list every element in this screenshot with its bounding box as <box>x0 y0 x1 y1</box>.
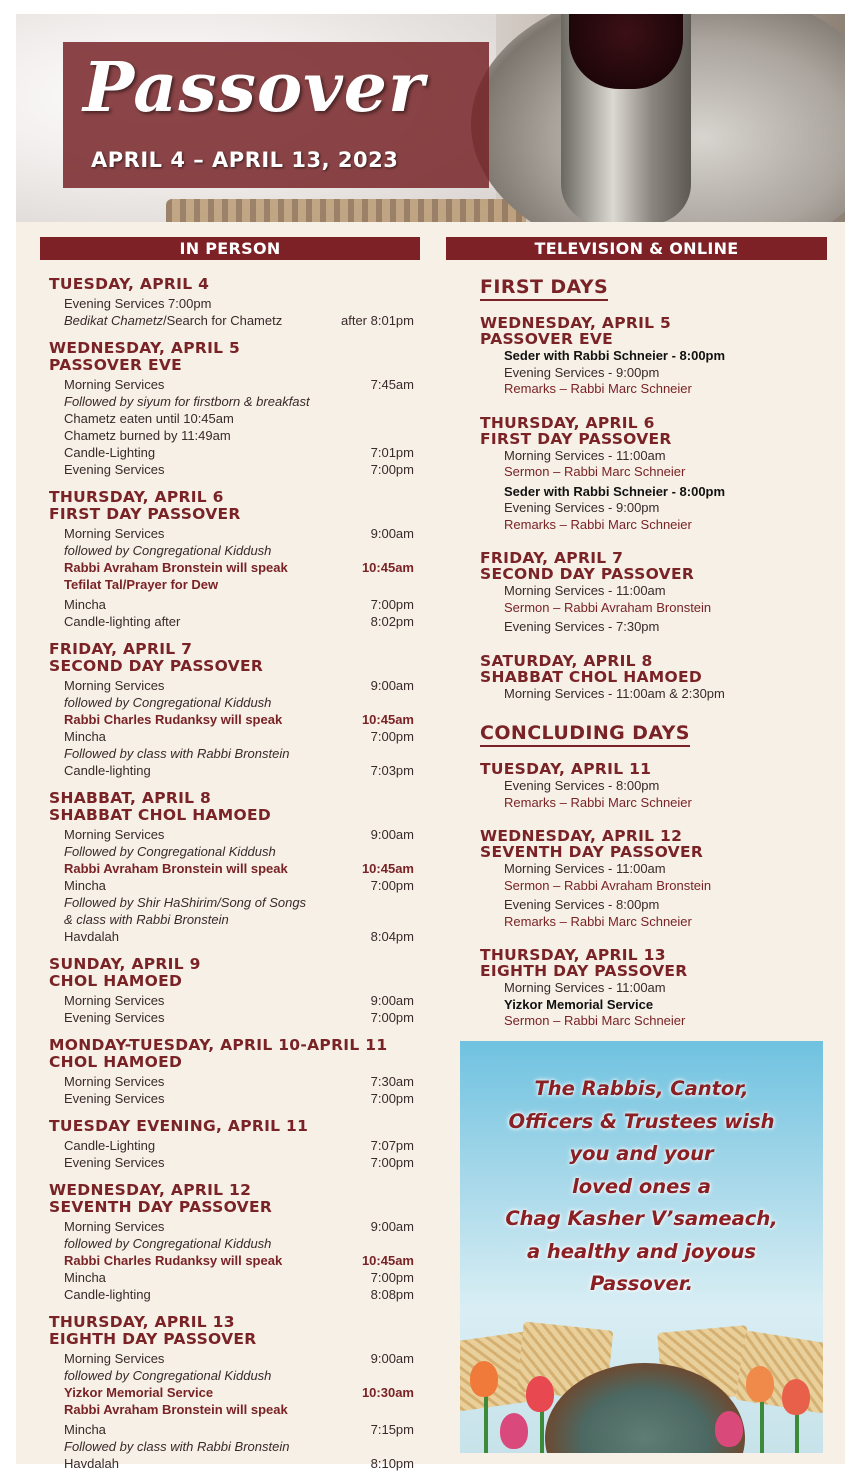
schedule-item <box>49 826 414 843</box>
schedule-item <box>49 542 414 559</box>
item-label: Candle-lighting <box>64 1287 151 1302</box>
broadcast-item: Remarks – Rabbi Marc Schneier <box>504 794 692 810</box>
broadcast-item: Sermon – Rabbi Marc Schneier <box>504 464 686 479</box>
schedule-item <box>49 410 414 427</box>
schedule-item <box>49 894 414 911</box>
item-label: Evening Services <box>64 1155 165 1170</box>
day-title: THURSDAY, APRIL 13 <box>49 1313 235 1331</box>
day-subtitle: SECOND DAY PASSOVER <box>480 565 695 583</box>
item-label: Candle-Lighting <box>64 1138 156 1153</box>
schedule-item <box>49 613 414 630</box>
first-days-list <box>480 315 810 702</box>
schedule-item <box>49 1401 414 1418</box>
greeting-card <box>460 1041 823 1453</box>
item-time: 7:30am <box>370 1074 414 1089</box>
item-label: followed by Congregational Kiddush <box>64 1368 272 1383</box>
schedule-item <box>49 1009 414 1026</box>
day-subtitle: EIGHTH DAY PASSOVER <box>49 1330 257 1348</box>
day-block <box>49 1118 414 1171</box>
day-block <box>49 276 414 329</box>
item-label: & class with Rabbi Bronstein <box>64 912 229 927</box>
item-time: 7:00pm <box>370 1091 414 1106</box>
item-time: 7:00pm <box>370 878 414 893</box>
item-time: 7:00pm <box>370 462 414 477</box>
item-label: Bedikat Chametz/Search for Chametz <box>64 313 283 328</box>
item-label: Followed by Congregational Kiddush <box>64 844 276 859</box>
item-label: Followed by class with Rabbi Bronstein <box>64 1439 290 1454</box>
item-time: 10:45am <box>361 560 414 575</box>
day-subtitle: SEVENTH DAY PASSOVER <box>49 1198 273 1216</box>
item-time: 8:02pm <box>370 614 414 629</box>
day-title: WEDNESDAY, APRIL 12 <box>480 827 683 845</box>
day-title: WEDNESDAY, APRIL 5 <box>480 314 672 332</box>
item-time: 8:08pm <box>370 1287 414 1302</box>
day-title: SUNDAY, APRIL 9 <box>49 955 201 973</box>
item-label: Rabbi Avraham Bronstein will speak <box>64 1402 288 1417</box>
item-time: 9:00am <box>370 1219 414 1234</box>
day-items <box>480 778 810 811</box>
day-subtitle: FIRST DAY PASSOVER <box>49 505 241 523</box>
day-items <box>480 861 810 930</box>
item-time: 9:00am <box>370 993 414 1008</box>
item-time: 9:00am <box>370 827 414 842</box>
schedule-item <box>49 711 414 728</box>
item-time: 10:45am <box>361 861 414 876</box>
day-block <box>49 790 414 945</box>
item-label: Morning Services <box>64 526 165 541</box>
item-time: 10:45am <box>361 712 414 727</box>
in-person-schedule <box>49 276 414 1474</box>
broadcast-day <box>480 828 810 930</box>
day-block <box>49 1037 414 1107</box>
broadcast-day <box>480 315 810 398</box>
matzah-image <box>166 199 526 222</box>
day-title: SHABBAT, APRIL 8 <box>49 789 212 807</box>
schedule-item <box>49 745 414 762</box>
item-label: Morning Services <box>64 377 165 392</box>
item-time: 7:00pm <box>370 729 414 744</box>
item-time: 7:00pm <box>370 597 414 612</box>
greeting-line: Chag Kasher V’sameach, <box>505 1207 778 1230</box>
tulip-icon <box>782 1379 810 1415</box>
day-block <box>49 489 414 630</box>
item-label: Followed by siyum for firstborn & breakfast <box>64 394 310 409</box>
schedule-item <box>49 1073 414 1090</box>
day-subtitle: SHABBAT CHOL HAMOED <box>49 806 272 824</box>
day-subtitle: CHOL HAMOED <box>49 972 183 990</box>
schedule-item <box>49 843 414 860</box>
broadcast-item: Evening Services - 9:00pm <box>504 364 660 380</box>
tulip-icon <box>526 1376 554 1412</box>
greeting-line: loved ones a <box>572 1174 711 1198</box>
day-items <box>49 1137 414 1171</box>
item-label: Candle-lighting <box>64 763 151 778</box>
broadcast-item: Sermon – Rabbi Avraham Bronstein <box>504 599 712 615</box>
item-label: Followed by class with Rabbi Bronstein <box>64 746 290 761</box>
schedule-item <box>49 992 414 1009</box>
schedule-item <box>49 596 414 613</box>
schedule-item <box>49 911 414 928</box>
item-label: Evening Services 7:00pm <box>64 296 212 311</box>
day-block <box>49 1314 414 1472</box>
day-block <box>49 1182 414 1303</box>
schedule-item <box>49 376 414 393</box>
schedule-item <box>49 461 414 478</box>
broadcast-day <box>480 653 810 703</box>
schedule-item <box>49 762 414 779</box>
schedule-item <box>49 393 414 410</box>
broadcast-item: Morning Services - 11:00am <box>504 583 666 598</box>
item-label: Chametz burned by 11:49am <box>64 428 231 443</box>
item-time: 7:07pm <box>370 1138 414 1153</box>
day-subtitle: PASSOVER EVE <box>480 330 614 348</box>
day-items <box>49 376 414 478</box>
item-label: Rabbi Avraham Bronstein will speak <box>64 861 288 876</box>
day-subtitle: SEVENTH DAY PASSOVER <box>480 843 704 861</box>
schedule-item <box>49 427 414 444</box>
item-label: Mincha <box>64 1270 106 1285</box>
day-title: SATURDAY, APRIL 8 <box>480 651 653 670</box>
item-label: Mincha <box>64 597 106 612</box>
item-label: Rabbi Avraham Bronstein will speak <box>64 560 288 575</box>
day-items <box>49 677 414 779</box>
item-label: Mincha <box>64 729 106 744</box>
day-subtitle: CHOL HAMOED <box>49 1053 183 1071</box>
day-items <box>49 826 414 945</box>
broadcast-day <box>480 415 810 534</box>
day-items <box>480 980 810 1030</box>
greeting-line: Passover. <box>590 1272 693 1295</box>
day-title: FRIDAY, APRIL 7 <box>480 549 624 567</box>
day-title: MONDAY-TUESDAY, APRIL 10-APRIL 11 <box>49 1036 388 1054</box>
broadcast-item: Sermon – Rabbi Avraham Bronstein <box>504 877 712 893</box>
item-label: Morning Services <box>64 678 165 693</box>
schedule-item <box>49 1137 414 1154</box>
item-label: Havdalah <box>64 1456 119 1471</box>
day-title: THURSDAY, APRIL 6 <box>480 413 655 432</box>
item-label: Morning Services <box>64 993 165 1008</box>
schedule-item <box>49 1455 414 1472</box>
item-label-italic: Bedikat Chametz <box>64 313 163 328</box>
item-label: Candle-Lighting <box>64 445 156 460</box>
day-items <box>49 525 414 630</box>
broadcast-item: Morning Services - 11:00am <box>504 980 666 995</box>
item-label: followed by Congregational Kiddush <box>64 543 272 558</box>
item-label: Evening Services <box>64 1091 165 1106</box>
item-label: Morning Services <box>64 827 165 842</box>
tulip-icon <box>470 1361 498 1397</box>
tulip-icon <box>500 1413 528 1449</box>
day-block <box>49 641 414 779</box>
schedule-item <box>49 1218 414 1235</box>
schedule-item <box>49 677 414 694</box>
schedule-item <box>49 1421 414 1438</box>
day-items <box>49 1073 414 1107</box>
schedule-item <box>49 444 414 461</box>
item-label: followed by Congregational Kiddush <box>64 1236 272 1251</box>
day-items <box>480 448 810 534</box>
item-time: 7:15pm <box>370 1422 414 1437</box>
day-title: FRIDAY, APRIL 7 <box>49 640 193 658</box>
item-time: 7:00pm <box>370 1270 414 1285</box>
item-time: after 8:01pm <box>341 313 414 328</box>
item-time: 8:10pm <box>370 1456 414 1471</box>
schedule-item <box>49 1286 414 1303</box>
broadcast-item: Remarks – Rabbi Marc Schneier <box>504 913 692 929</box>
concluding-days-list <box>480 761 810 1030</box>
greeting-line: Officers & Trustees wish <box>508 1109 775 1133</box>
item-label: Rabbi Charles Rudanksy will speak <box>64 712 283 727</box>
item-label: Evening Services <box>64 462 165 477</box>
day-items <box>480 686 810 703</box>
first-days-heading: FIRST DAYS <box>480 276 608 301</box>
schedule-item <box>49 928 414 945</box>
item-label: Morning Services <box>64 1074 165 1089</box>
day-items <box>49 992 414 1026</box>
day-title: WEDNESDAY, APRIL 5 <box>49 339 241 357</box>
item-time: 10:30am <box>361 1385 414 1400</box>
item-time: 9:00am <box>370 678 414 693</box>
schedule-item <box>49 877 414 894</box>
schedule-item <box>49 1350 414 1367</box>
item-label: Morning Services <box>64 1219 165 1234</box>
broadcast-item: Evening Services - 7:30pm <box>504 619 660 634</box>
greeting-line: you and your <box>569 1142 714 1165</box>
schedule-item <box>49 1252 414 1269</box>
day-title: TUESDAY EVENING, APRIL 11 <box>49 1117 309 1135</box>
broadcast-item: Evening Services - 9:00pm <box>504 500 660 515</box>
schedule-item <box>49 1438 414 1455</box>
item-time: 7:03pm <box>370 763 414 778</box>
day-subtitle: SHABBAT CHOL HAMOED <box>480 667 703 686</box>
day-block <box>49 340 414 478</box>
title-box <box>63 42 489 188</box>
broadcast-item: Sermon – Rabbi Marc Schneier <box>504 1013 686 1028</box>
schedule-item <box>49 312 414 329</box>
item-label: Tefilat Tal/Prayer for Dew <box>64 577 219 592</box>
greeting-line: a healthy and joyous <box>526 1239 757 1263</box>
schedule-item <box>49 694 414 711</box>
item-label: Chametz eaten until 10:45am <box>64 411 234 426</box>
day-items <box>480 583 810 636</box>
greeting-message <box>460 1073 823 1301</box>
tv-online-schedule <box>480 276 810 1047</box>
broadcast-item: Seder with Rabbi Schneier - 8:00pm <box>504 483 726 499</box>
broadcast-item: Seder with Rabbi Schneier - 8:00pm <box>504 348 726 363</box>
day-title: THURSDAY, APRIL 13 <box>480 946 666 964</box>
item-label: Havdalah <box>64 929 119 944</box>
broadcast-day <box>480 947 810 1030</box>
day-title: WEDNESDAY, APRIL 12 <box>49 1181 252 1199</box>
item-label: Candle-lighting after <box>64 614 181 629</box>
item-time: 7:45am <box>370 377 414 392</box>
day-subtitle: SECOND DAY PASSOVER <box>49 657 264 675</box>
item-label: Rabbi Charles Rudanksy will speak <box>64 1253 283 1268</box>
schedule-item <box>49 559 414 576</box>
day-title: TUESDAY, APRIL 4 <box>49 275 210 293</box>
broadcast-item: Remarks – Rabbi Marc Schneier <box>504 381 692 396</box>
holiday-dates: APRIL 4 – APRIL 13, 2023 <box>91 148 399 172</box>
broadcast-day <box>480 761 810 811</box>
schedule-item <box>49 525 414 542</box>
broadcast-item: Yizkor Memorial Service <box>504 996 654 1012</box>
day-subtitle: EIGHTH DAY PASSOVER <box>480 962 688 980</box>
day-block <box>49 956 414 1026</box>
schedule-item <box>49 860 414 877</box>
item-label: followed by Congregational Kiddush <box>64 695 272 710</box>
in-person-heading: IN PERSON <box>40 237 420 260</box>
item-time: 9:00am <box>370 526 414 541</box>
page-title: Passover <box>83 48 425 128</box>
broadcast-item: Morning Services - 11:00am <box>504 447 666 463</box>
item-label: Mincha <box>64 1422 106 1437</box>
day-items <box>49 1350 414 1472</box>
schedule-item <box>49 1090 414 1107</box>
tulip-icon <box>715 1411 743 1447</box>
broadcast-item: Morning Services - 11:00am & 2:30pm <box>504 685 725 701</box>
item-time: 7:01pm <box>370 445 414 460</box>
tulip-icon <box>746 1366 774 1402</box>
tv-online-heading: TELEVISION & ONLINE <box>446 237 827 260</box>
day-title: TUESDAY, APRIL 11 <box>480 760 652 778</box>
item-time: 9:00am <box>370 1351 414 1366</box>
item-label: Mincha <box>64 878 106 893</box>
schedule-item <box>49 1235 414 1252</box>
broadcast-day <box>480 550 810 636</box>
day-items <box>49 1218 414 1303</box>
broadcast-item: Evening Services - 8:00pm <box>504 897 660 912</box>
item-label: Morning Services <box>64 1351 165 1366</box>
item-time: 8:04pm <box>370 929 414 944</box>
concluding-days-heading: CONCLUDING DAYS <box>480 722 690 747</box>
schedule-item <box>49 1269 414 1286</box>
greeting-line: The Rabbis, Cantor, <box>534 1077 749 1100</box>
item-label: Yizkor Memorial Service <box>64 1385 214 1400</box>
schedule-item <box>49 1154 414 1171</box>
day-items <box>49 295 414 329</box>
item-time: 10:45am <box>361 1253 414 1268</box>
broadcast-item: Remarks – Rabbi Marc Schneier <box>504 516 692 532</box>
schedule-item <box>49 728 414 745</box>
schedule-item <box>49 295 414 312</box>
item-label: Evening Services <box>64 1010 165 1025</box>
item-time: 7:00pm <box>370 1010 414 1025</box>
day-subtitle: FIRST DAY PASSOVER <box>480 429 672 448</box>
item-label: Followed by Shir HaShirim/Song of Songs <box>64 895 307 910</box>
schedule-item <box>49 576 414 593</box>
schedule-item <box>49 1384 414 1401</box>
day-items <box>480 348 810 398</box>
broadcast-item: Evening Services - 8:00pm <box>504 778 660 793</box>
item-time: 7:00pm <box>370 1155 414 1170</box>
day-title: THURSDAY, APRIL 6 <box>49 488 224 506</box>
schedule-item <box>49 1367 414 1384</box>
broadcast-item: Morning Services - 11:00am <box>504 861 666 876</box>
day-subtitle: PASSOVER EVE <box>49 356 183 374</box>
